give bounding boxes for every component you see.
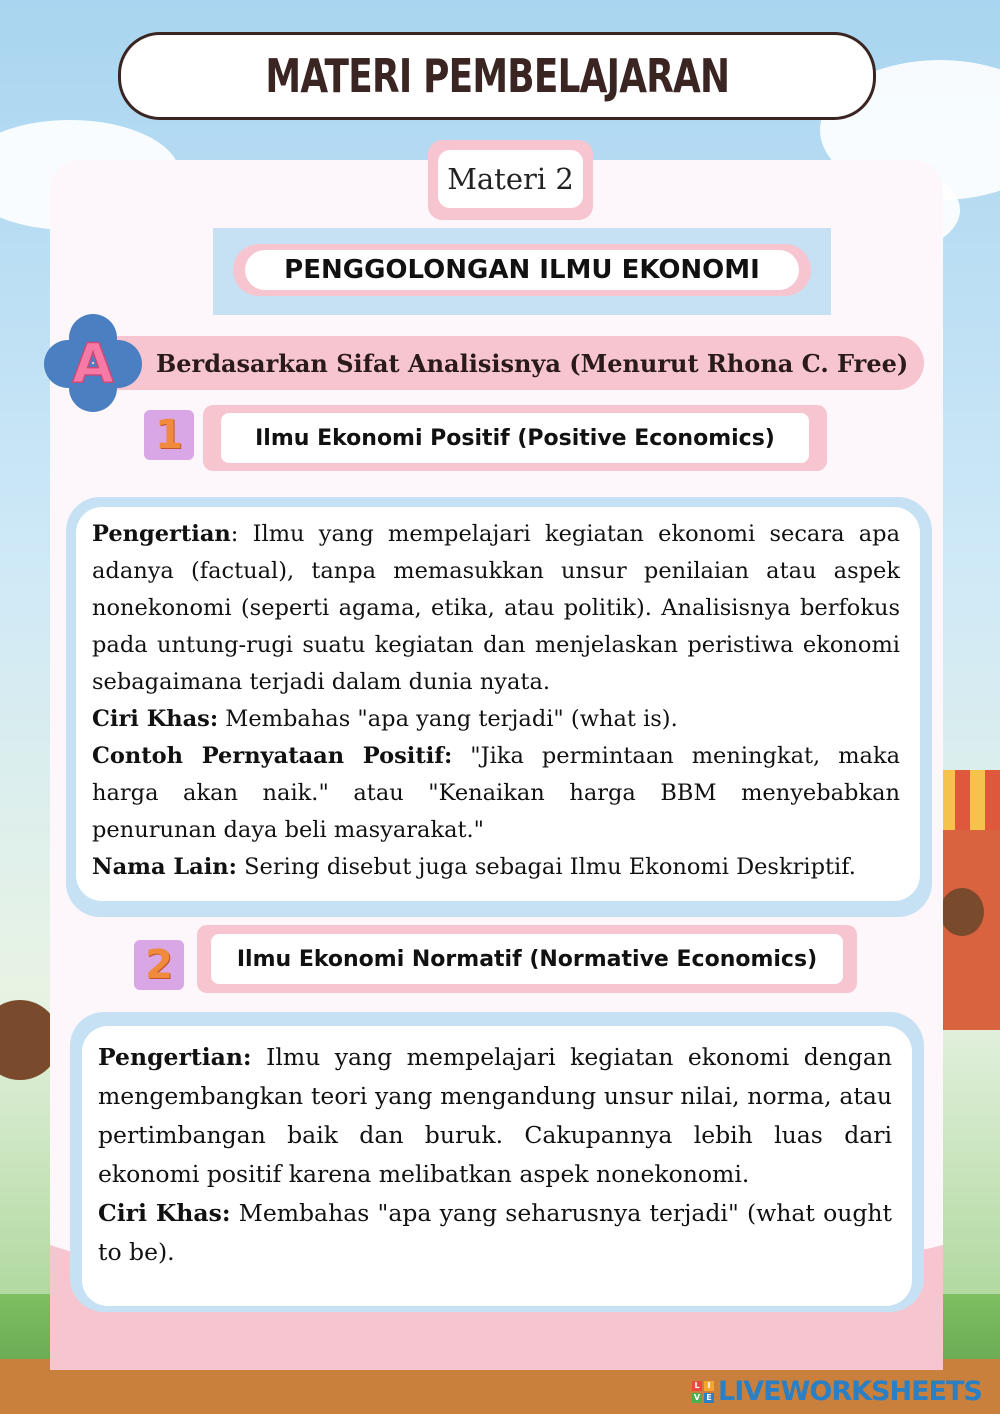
item-1-pengertian-text: : Ilmu yang mempelajari kegiatan ekonomi secara apa adanya (factual), tanpa memasukkan unsur penilaian atau aspek nonekonomi (seperti agama, etika, atau politik). Analisisnya berfokus pada untung-rugi suatu kegiatan dan menjelaskan peristiwa ekonomi sebagaimana terjadi dalam dunia nyata. [92,521,900,695]
item-1-title-box [203,405,827,471]
item-2-pengertian-label: Pengertian: [98,1043,252,1071]
item-2-ciri [98,1194,892,1272]
item-1-title: Ilmu Ekonomi Positif (Positive Economics) [221,413,809,463]
item-1-contoh [92,738,900,849]
section-a-heading [90,336,924,390]
item-1-nama-lain [92,849,900,886]
item-1-ciri-text: Membahas "apa yang terjadi" (what is). [218,706,678,732]
item-2-number-badge: 2 [134,940,184,990]
item-2-title-box [197,925,857,993]
item-1-contoh-text: "Jika permintaan meningkat, maka harga akan naik." atau "Kenaikan harga BBM menyebabkan penurunan daya beli masyarakat." [92,743,900,843]
stall-awning-decoration [940,770,1000,830]
logo-letter: E [704,1393,714,1403]
item-1-nama-label: Nama Lain: [92,854,237,880]
logo-letter: I [704,1381,714,1391]
logo-letter: V [693,1393,701,1402]
item-1-pengertian [92,516,900,701]
item-2-ciri-label: Ciri Khas: [98,1199,231,1227]
liveworksheets-watermark[interactable] [692,1376,982,1407]
liveworksheets-logo-icon [692,1381,714,1403]
item-2-ciri-text: Membahas "apa yang seharusnya terjadi" (what ought to be). [98,1199,892,1266]
letter-a-badge-icon [42,314,144,412]
item-1-ciri [92,701,900,738]
topic-banner [213,228,831,315]
materi-label: Materi 2 [438,150,583,208]
materi-tag [428,140,593,220]
item-1-ciri-label: Ciri Khas: [92,706,219,732]
item-1-nama-text: Sering disebut juga sebagai Ilmu Ekonomi Deskriptif. [236,854,856,880]
item-1-pengertian-label: Pengertian [92,521,231,547]
item-1-text [92,516,900,886]
logo-letter: L [692,1381,702,1391]
section-a-title: Berdasarkan Sifat Analisisnya (Menurut Rhona C. Free) [156,348,909,378]
item-1-number-badge: 1 [144,410,194,460]
section-a-letter: A [72,332,114,395]
topic-title: PENGGOLONGAN ILMU EKONOMI [245,250,799,290]
page-title: MATERI PEMBELAJARAN [265,49,729,103]
item-1-contoh-label: Contoh Pernyataan Positif: [92,743,453,769]
watermark-text: LIVEWORKSHEETS [718,1376,982,1407]
item-2-text [98,1038,892,1272]
item-2-pengertian [98,1038,892,1194]
item-2-title: Ilmu Ekonomi Normatif (Normative Economics) [211,934,843,984]
page-title-box [118,32,876,120]
topic-banner-frame [233,244,811,296]
item-2-pengertian-text: Ilmu yang mempelajari kegiatan ekonomi dengan mengembangkan teori yang mengandung unsur nilai, norma, atau pertimbangan baik dan buruk. Cakupannya lebih luas dari ekonomi positif karena melibatkan aspek nonekonomi. [98,1043,892,1188]
child-illustration-right [940,888,984,936]
